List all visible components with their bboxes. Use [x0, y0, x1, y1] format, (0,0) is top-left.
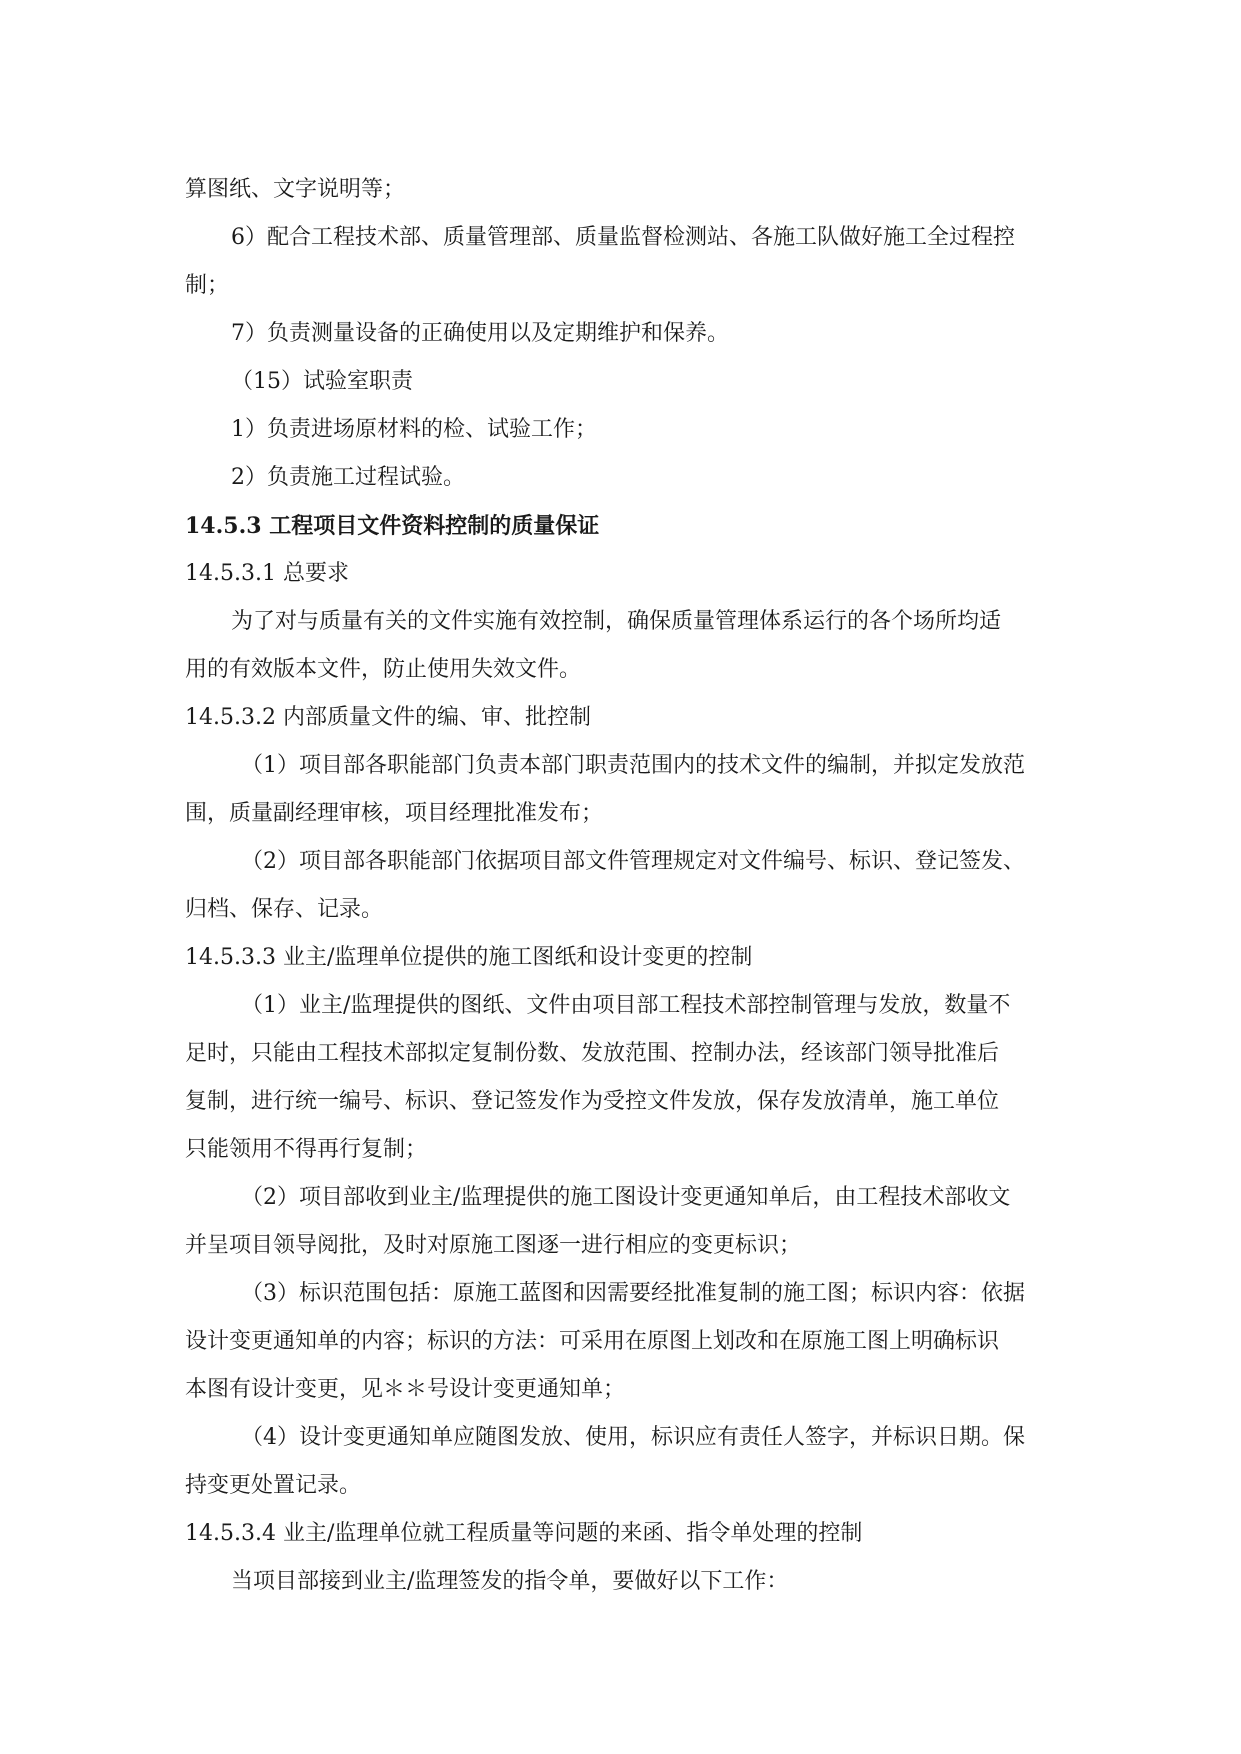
text-line: 用的有效版本文件，防止使用失效文件。 — [185, 657, 582, 682]
text-line: 算图纸、文字说明等； — [185, 177, 406, 202]
text-line: 围，质量副经理审核，项目经理批准发布； — [185, 801, 604, 826]
text-line: 归档、保存、记录。 — [185, 897, 384, 922]
subsection-heading: 14.5.3.1 总要求 — [185, 561, 349, 586]
subsection-heading: 14.5.3.4 业主/监理单位就工程质量等问题的来函、指令单处理的控制 — [185, 1521, 863, 1546]
text-line: 并呈项目领导阅批，及时对原施工图逐一进行相应的变更标识； — [185, 1233, 802, 1258]
text-line: 只能领用不得再行复制； — [185, 1137, 428, 1162]
text-line: 本图有设计变更，见＊＊号设计变更通知单； — [185, 1377, 626, 1402]
text-line: 持变更处置记录。 — [185, 1473, 362, 1498]
text-line: （1）项目部各职能部门负责本部门职责范围内的技术文件的编制，并拟定发放范 — [241, 753, 1025, 778]
text-line: 2）负责施工过程试验。 — [231, 465, 465, 490]
subsection-heading: 14.5.3.2 内部质量文件的编、审、批控制 — [185, 705, 591, 730]
text-line: 1）负责进场原材料的检、试验工作； — [231, 417, 597, 442]
text-line: 设计变更通知单的内容；标识的方法：可采用在原图上划改和在原施工图上明确标识 — [185, 1329, 1000, 1354]
subsection-heading: 14.5.3.3 业主/监理单位提供的施工图纸和设计变更的控制 — [185, 945, 753, 970]
text-line: 为了对与质量有关的文件实施有效控制，确保质量管理体系运行的各个场所均适 — [231, 609, 1002, 634]
text-line: 复制，进行统一编号、标识、登记签发作为受控文件发放，保存发放清单，施工单位 — [185, 1089, 1000, 1114]
document-page — [185, 166, 1115, 1606]
text-line: 制； — [185, 273, 230, 298]
text-line: （1）业主/监理提供的图纸、文件由项目部工程技术部控制管理与发放，数量不 — [241, 993, 1011, 1018]
text-line: （2）项目部收到业主/监理提供的施工图设计变更通知单后，由工程技术部收文 — [241, 1185, 1011, 1210]
text-line: 足时，只能由工程技术部拟定复制份数、发放范围、控制办法，经该部门领导批准后 — [185, 1041, 1000, 1066]
text-line: 当项目部接到业主/监理签发的指令单，要做好以下工作： — [231, 1569, 789, 1594]
text-line: 6）配合工程技术部、质量管理部、质量监督检测站、各施工队做好施工全过程控 — [231, 225, 1015, 250]
text-line: 7）负责测量设备的正确使用以及定期维护和保养。 — [231, 321, 729, 346]
text-line: （15）试验室职责 — [231, 369, 413, 394]
text-line: （4）设计变更通知单应随图发放、使用，标识应有责任人签字，并标识日期。保 — [241, 1425, 1025, 1450]
text-line: （2）项目部各职能部门依据项目部文件管理规定对文件编号、标识、登记签发、 — [241, 849, 1025, 874]
text-line: （3）标识范围包括：原施工蓝图和因需要经批准复制的施工图；标识内容：依据 — [241, 1281, 1025, 1306]
section-heading: 14.5.3 工程项目文件资料控制的质量保证 — [185, 513, 600, 539]
